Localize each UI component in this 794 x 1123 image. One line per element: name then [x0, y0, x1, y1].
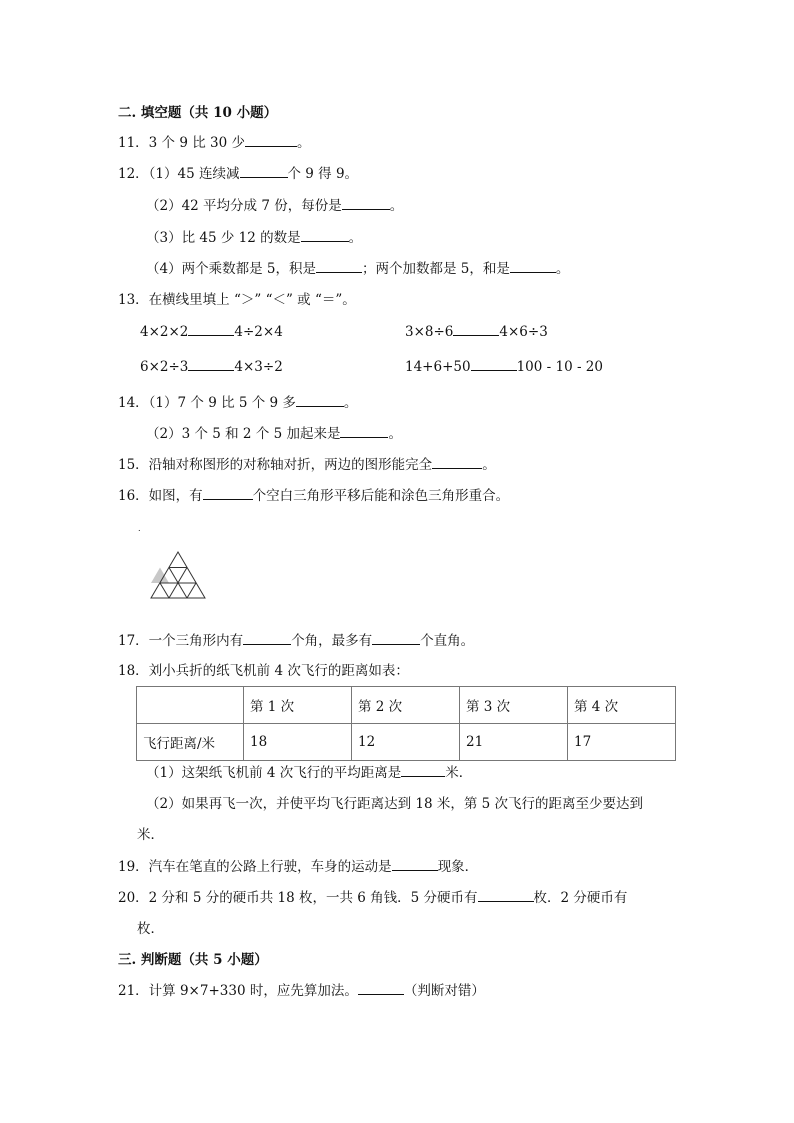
q11-text: 11．3 个 9 比 30 少 — [118, 135, 245, 151]
question-14-part-2 — [146, 425, 402, 443]
q12-p1-answer-blank[interactable] — [240, 165, 288, 178]
question-17 — [118, 632, 474, 650]
question-20 — [118, 889, 627, 907]
q13-row2-left — [140, 358, 283, 376]
q13-r1l-right-expr: 4÷2×4 — [234, 324, 283, 340]
q17-angles-blank[interactable] — [243, 632, 291, 645]
q17-end: 个直角。 — [420, 633, 475, 649]
question-16 — [118, 487, 509, 505]
q21-text: 21．计算 9×7+330 时，应先算加法。 — [118, 983, 358, 999]
q12-p4-text: （4）两个乘数都是 5，积是 — [146, 261, 316, 277]
table-row — [137, 724, 676, 761]
q13-row1-left — [140, 323, 283, 341]
table-header-cell: 第 3 次 — [460, 687, 568, 724]
q16-text: 16．如图，有 — [118, 488, 203, 504]
q13-r1r-answer-blank[interactable] — [453, 323, 499, 336]
q11-end: 。 — [297, 135, 311, 151]
table-header-cell: 第 4 次 — [568, 687, 676, 724]
question-12-part-3 — [146, 229, 362, 247]
table-header-cell: 第 2 次 — [352, 687, 460, 724]
q13-r2r-right-expr: 100 - 10 - 20 — [516, 359, 603, 375]
q21-answer-blank[interactable] — [358, 982, 404, 995]
question-11 — [118, 134, 311, 152]
q12-p3-end: 。 — [348, 230, 363, 246]
table-header-row — [137, 687, 676, 724]
q13-r1r-right-expr: 4×6÷3 — [499, 324, 548, 340]
question-18: 18．刘小兵折的纸飞机前 4 次飞行的距离如表： — [118, 663, 409, 679]
grid-line — [187, 583, 196, 598]
q16-stray-dot: . — [138, 524, 141, 533]
q14-p2-end: 。 — [388, 426, 402, 442]
q13-r1l-answer-blank[interactable] — [188, 323, 234, 336]
q13-r2l-right-expr: 4×3÷2 — [234, 359, 283, 375]
question-12-part-2 — [146, 197, 403, 215]
q11-answer-blank[interactable] — [245, 134, 297, 147]
q12-p3-answer-blank[interactable] — [301, 229, 349, 242]
q12-p2-answer-blank[interactable] — [342, 197, 390, 210]
q16-answer-blank[interactable] — [203, 487, 253, 500]
question-12-part-1 — [118, 165, 358, 183]
q12-p3-text: （3）比 45 少 12 的数是 — [146, 230, 301, 246]
flight-distance-table — [136, 686, 676, 761]
table-cell: 18 — [244, 724, 352, 761]
q12-p2-text: （2）42 平均分成 7 份，每份是 — [146, 198, 342, 214]
q13-r2r-left-expr: 14+6+50 — [405, 359, 471, 375]
question-21 — [118, 982, 485, 1000]
table-cell: 17 — [568, 724, 676, 761]
question-13: 13．在横线里填上 “＞” “＜” 或 “＝”。 — [118, 292, 356, 308]
shaded-triangle — [151, 568, 169, 584]
q20-mid: 枚．2 分硬币有 — [533, 890, 628, 906]
question-15 — [118, 456, 496, 474]
triangle-figure — [140, 545, 216, 611]
q14-p1-end: 。 — [343, 395, 358, 411]
q12-p4-mid: ；两个加数都是 5，和是 — [361, 261, 510, 277]
q12-p4-sum-blank[interactable] — [510, 260, 556, 273]
q12-p2-end: 。 — [389, 198, 404, 214]
q20-five-fen-blank[interactable] — [478, 889, 534, 902]
q14-p1-answer-blank[interactable] — [296, 394, 344, 407]
q18-p1-text: （1）这架纸飞机前 4 次飞行的平均距离是 — [146, 765, 402, 781]
table-cell: 21 — [460, 724, 568, 761]
q20-text: 20．2 分和 5 分的硬币共 18 枚，一共 6 角钱．5 分硬币有 — [118, 890, 478, 906]
section-title-true-false: 三. 判断题（共 5 小题） — [118, 952, 268, 968]
q15-end: 。 — [482, 457, 496, 473]
table-header-cell — [137, 687, 244, 724]
grid-line — [160, 583, 169, 598]
q14-p1-text: 14．（1）7 个 9 比 5 个 9 多 — [118, 395, 296, 411]
question-19 — [118, 858, 478, 876]
question-18-part-2-cont: 米． — [137, 827, 164, 843]
question-12-part-4 — [146, 260, 569, 278]
q19-answer-blank[interactable] — [392, 858, 438, 871]
q13-row1-right — [405, 323, 548, 341]
q13-r2l-answer-blank[interactable] — [188, 358, 234, 371]
q15-text: 15．沿轴对称图形的对称轴对折，两边的图形能完全 — [118, 457, 433, 473]
q21-end: （判断对错） — [403, 983, 485, 999]
q17-right-angles-blank[interactable] — [372, 632, 420, 645]
question-20-cont: 枚． — [137, 921, 164, 937]
q13-row2-right — [405, 358, 603, 376]
q17-text: 17．一个三角形内有 — [118, 633, 244, 649]
question-18-part-2: （2）如果再飞一次，并使平均飞行距离达到 18 米，第 5 次飞行的距离至少要达到 — [146, 796, 644, 812]
question-14-part-1 — [118, 394, 357, 412]
q12-p1-end: 个 9 得 9。 — [287, 166, 359, 182]
table-header-cell: 第 1 次 — [244, 687, 352, 724]
q12-p1-text: 12．（1）45 连续减 — [118, 166, 240, 182]
q16-text-end: 个空白三角形平移后能和涂色三角形重合。 — [252, 488, 510, 504]
q17-mid: 个角，最多有 — [291, 633, 373, 649]
q12-p4-product-blank[interactable] — [316, 260, 362, 273]
q12-p4-end: 。 — [555, 261, 570, 277]
table-cell: 12 — [352, 724, 460, 761]
q13-r1r-left-expr: 3×8÷6 — [405, 324, 454, 340]
q19-end: 现象． — [437, 859, 479, 875]
q14-p2-text: （2）3 个 5 和 2 个 5 加起来是 — [146, 426, 341, 442]
q18-p1-answer-blank[interactable] — [401, 764, 445, 777]
table-row-label: 飞行距离/米 — [137, 724, 244, 761]
section-title-fill-in: 二. 填空题（共 10 小题） — [118, 105, 278, 121]
q13-r2r-answer-blank[interactable] — [471, 358, 517, 371]
q18-p1-end: 米． — [445, 765, 473, 781]
q15-answer-blank[interactable] — [432, 456, 482, 469]
q13-r2l-left-expr: 6×2÷3 — [140, 359, 189, 375]
q14-p2-answer-blank[interactable] — [340, 425, 388, 438]
question-18-part-1 — [146, 764, 472, 782]
q19-text: 19．汽车在笔直的公路上行驶，车身的运动是 — [118, 859, 392, 875]
q13-r1l-left-expr: 4×2×2 — [140, 324, 189, 340]
